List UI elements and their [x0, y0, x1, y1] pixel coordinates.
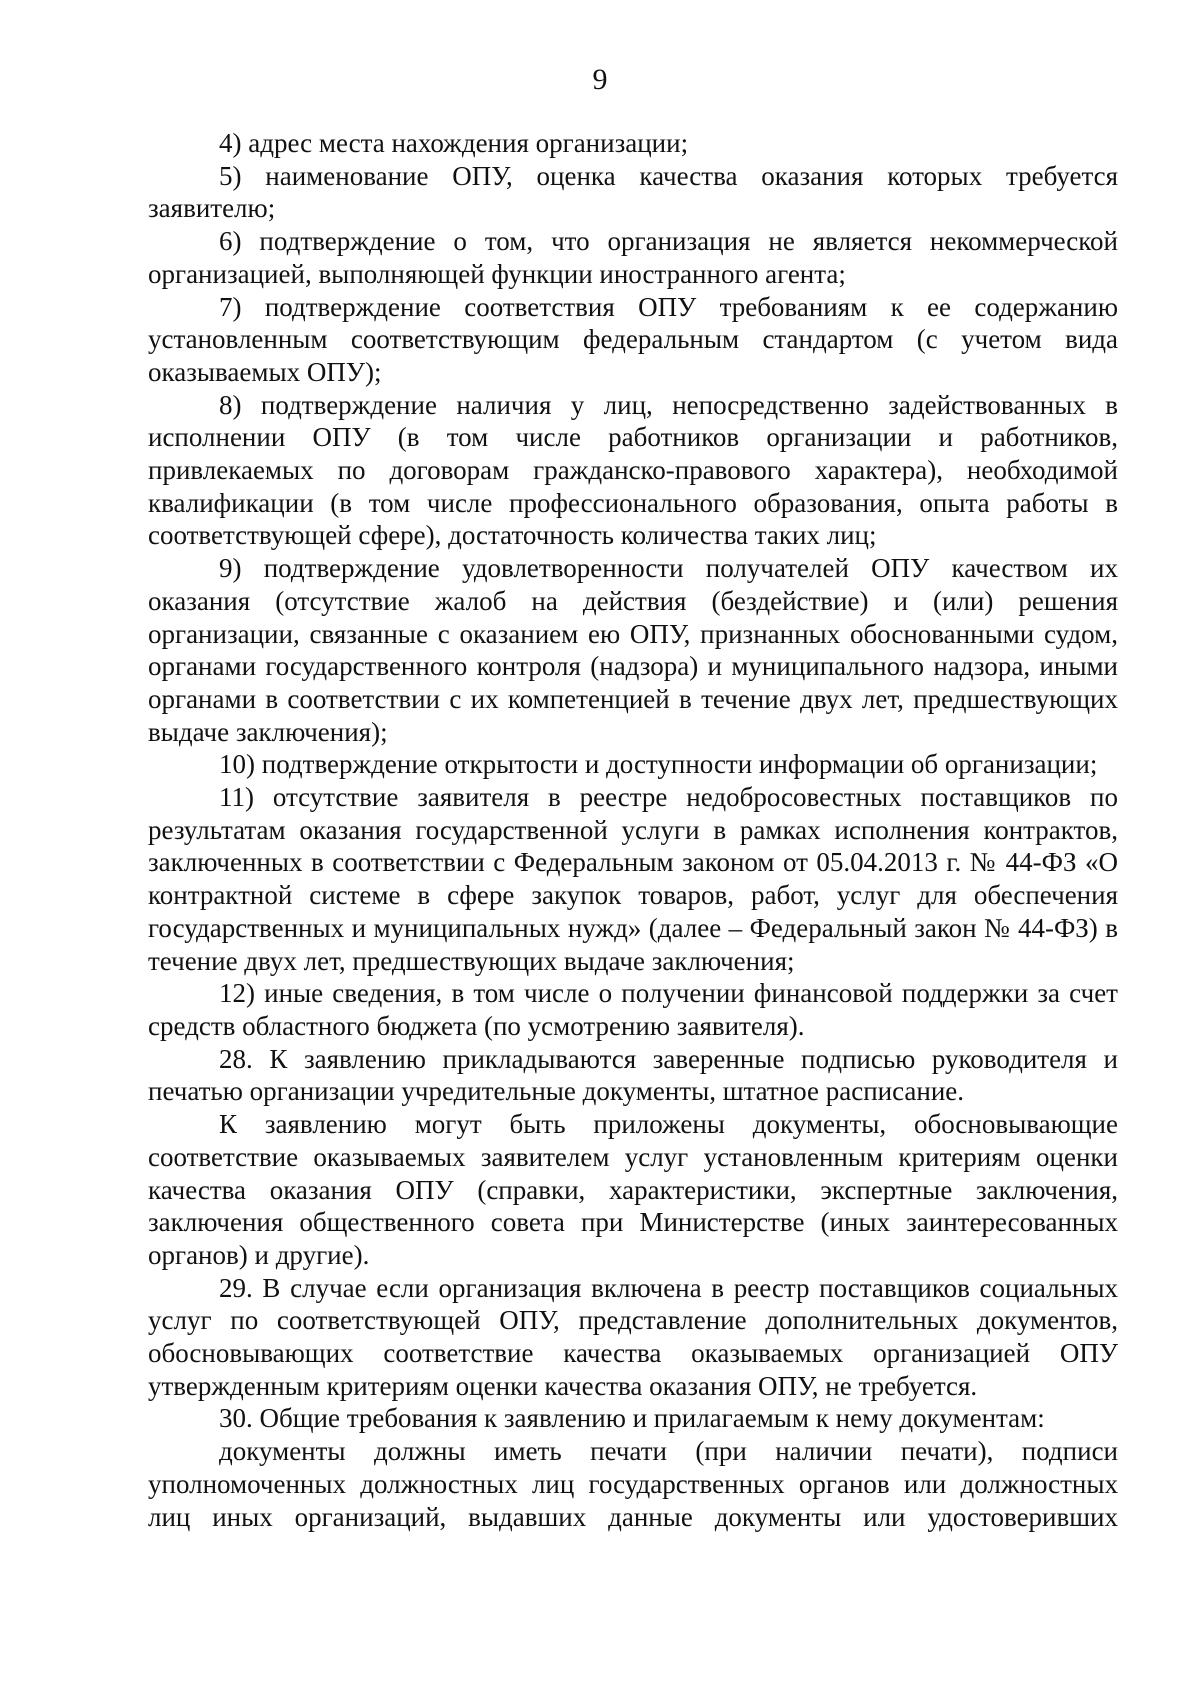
- paragraph-item-4: 4) адрес места нахождения организации;: [219, 128, 689, 158]
- paragraph-clause-28: 28. К заявлению прикладываются заверенные подписью руководителя и печатью организации учредительные документы, штатное расписание.: [148, 1043, 1118, 1107]
- page-number: 9: [592, 63, 608, 96]
- paragraph-item-10: 10) подтверждение открытости и доступности информации об организации;: [219, 749, 1098, 780]
- paragraph-item-6: 6) подтверждение о том, что организация не является некоммерческой организацией, выполняющей функции иностранного агента;: [148, 226, 1118, 289]
- paragraph-document-requirements: документы должны иметь печати (при наличии печати), подписи уполномоченных должностных лиц государственных органов или должностных лиц иных организаций, выдавших данные документы или удостоверивших: [148, 1436, 1118, 1532]
- paragraph-clause-29: 29. В случае если организация включена в реестр поставщиков социальных услуг по соответствующей ОПУ, представление дополнительных документов, обосновывающих соответствие качества оказываемых организацией ОПУ утвержденным критериям оценки качества оказания ОПУ, не требуется.: [148, 1272, 1118, 1401]
- paragraph-item-11: 11) отсутствие заявителя в реестре недобросовестных поставщиков по результатам оказания государственной услуги в рамках исполнения контрактов, заключенных в соответствии с Федеральным законом от 05.04.2013 г. № 44-ФЗ «О контрактной системе в сфере закупок товаров, работ, услуг для обеспечения государственных и муниципальных нужд» (далее – Федеральный закон № 44-ФЗ) в течение двух лет, предшествующих выдаче заключения;: [148, 782, 1118, 976]
- paragraph-clause-30: 30. Общие требования к заявлению и прилагаемым к нему документам:: [219, 1403, 1045, 1434]
- paragraph-item-8: 8) подтверждение наличия у лиц, непосредственно задействованных в исполнении ОПУ (в том числе работников организации и работников, привлекаемых по договорам гражданско-правового характера), необходимой квалификации (в том числе профессионального образования, опыта работы в соответствующей сфере), достаточность количества таких лиц;: [148, 389, 1118, 551]
- paragraph-item-5: 5) наименование ОПУ, оценка качества оказания которых требуется заявителю;: [148, 160, 1118, 224]
- paragraph-item-9: 9) подтверждение удовлетворенности получателей ОПУ качеством их оказания (отсутствие жалоб на действия (бездействие) и (или) решения организации, связанные с оказанием ею ОПУ, признанных обоснованными судом, органами государственного контроля (надзора) и муниципального надзора, иными органами в соответствии с их компетенцией в течение двух лет, предшествующих выдаче заключения);: [148, 553, 1118, 747]
- paragraph-item-12: 12) иные сведения, в том числе о получении финансовой поддержки за счет средств областного бюджета (по усмотрению заявителя).: [148, 978, 1118, 1041]
- paragraph-item-7: 7) подтверждение соответствия ОПУ требованиям к ее содержанию установленным соответствующим федеральным стандартом (с учетом вида оказываемых ОПУ);: [148, 291, 1118, 387]
- paragraph-attachments-note: К заявлению могут быть приложены документы, обосновывающие соответствие оказываемых заявителем услуг установленным критериям оценки качества оказания ОПУ (справки, характеристики, экспертные заключения, заключения общественного совета при Министерстве (иных заинтересованных органов) и другие).: [148, 1109, 1118, 1270]
- document-body: [148, 127, 1118, 1533]
